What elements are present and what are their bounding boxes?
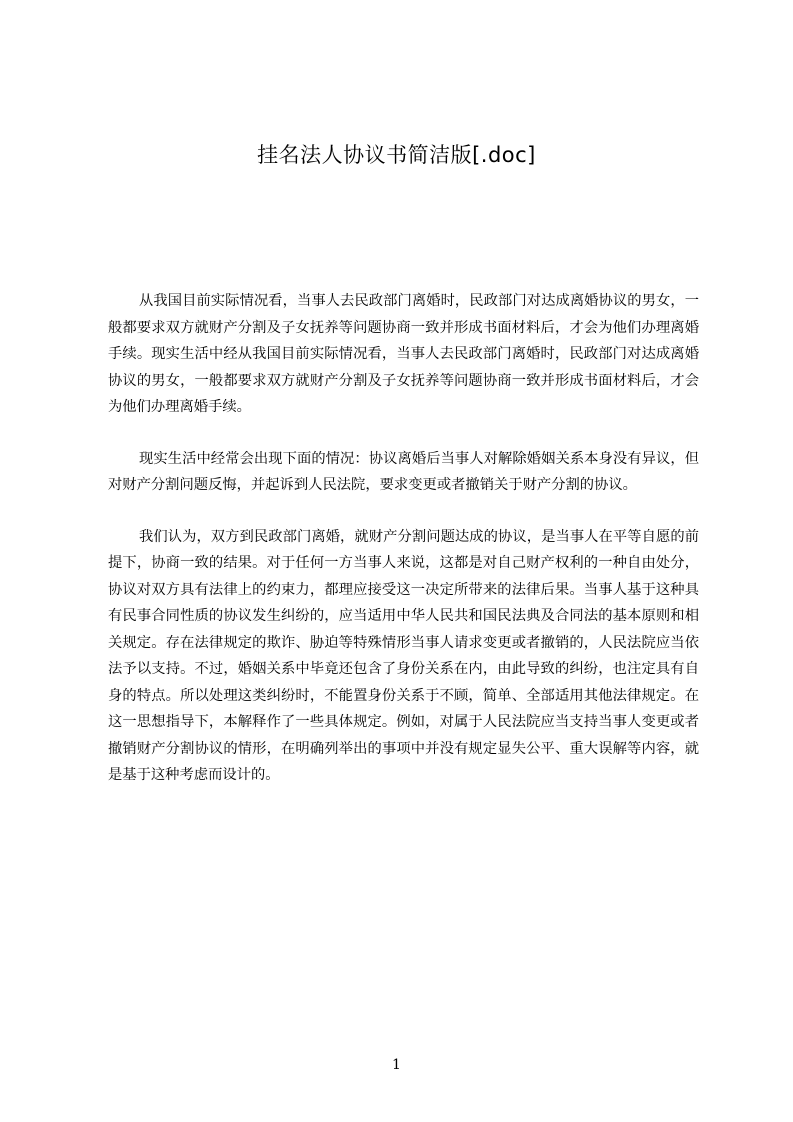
paragraph-3: 我们认为，双方到民政部门离婚，就财产分割问题达成的协议，是当事人在平等自愿的前提下，协商一致的结果。对于任何一方当事人来说，这都是对自己财产权利的一种自由处分，协议对双方具有法律上的约束力，都理应接受这一决定所带来的法律后果。当事人基于这种具有民事合同性质的协议发生纠纷的，应当适用中华人民共和国民法典及合同法的基本原则和相关规定。存在法律规定的欺诈、胁迫等特殊情形当事人请求变更或者撤销的，人民法院应当依法予以支持。不过，婚姻关系中毕竟还包含了身份关系在内，由此导致的纠纷，也注定具有自身的特点。所以处理这类纠纷时，不能置身份关系于不顾，简单、全部适用其他法律规定。在这一思想指导下，本解释作了一些具体规定。例如，对属于人民法院应当支持当事人变更或者撤销财产分割协议的情形，在明确列举出的事项中并没有规定显失公平、重大误解等内容，就是基于这种考虑而设计的。 bbox=[108, 528, 699, 783]
page-number: 1 bbox=[392, 1057, 401, 1073]
document-title: 挂名法人协议书简洁版[.doc] bbox=[257, 143, 536, 167]
paragraph-1: 从我国目前实际情况看，当事人去民政部门离婚时，民政部门对达成离婚协议的男女，一般都要求双方就财产分割及子女抚养等问题协商一致并形成书面材料后，才会为他们办理离婚手续。现实生活中经从我国目前实际情况看，当事人去民政部门离婚时，民政部门对达成离婚协议的男女，一般都要求双方就财产分割及子女抚养等问题协商一致并形成书面材料后，才会为他们办理离婚手续。 bbox=[108, 293, 699, 415]
document-body bbox=[108, 288, 699, 814]
paragraph-2: 现实生活中经常会出现下面的情况：协议离婚后当事人对解除婚姻关系本身没有异议，但对财产分割问题反悔，并起诉到人民法院，要求变更或者撤销关于财产分割的协议。 bbox=[108, 450, 699, 493]
